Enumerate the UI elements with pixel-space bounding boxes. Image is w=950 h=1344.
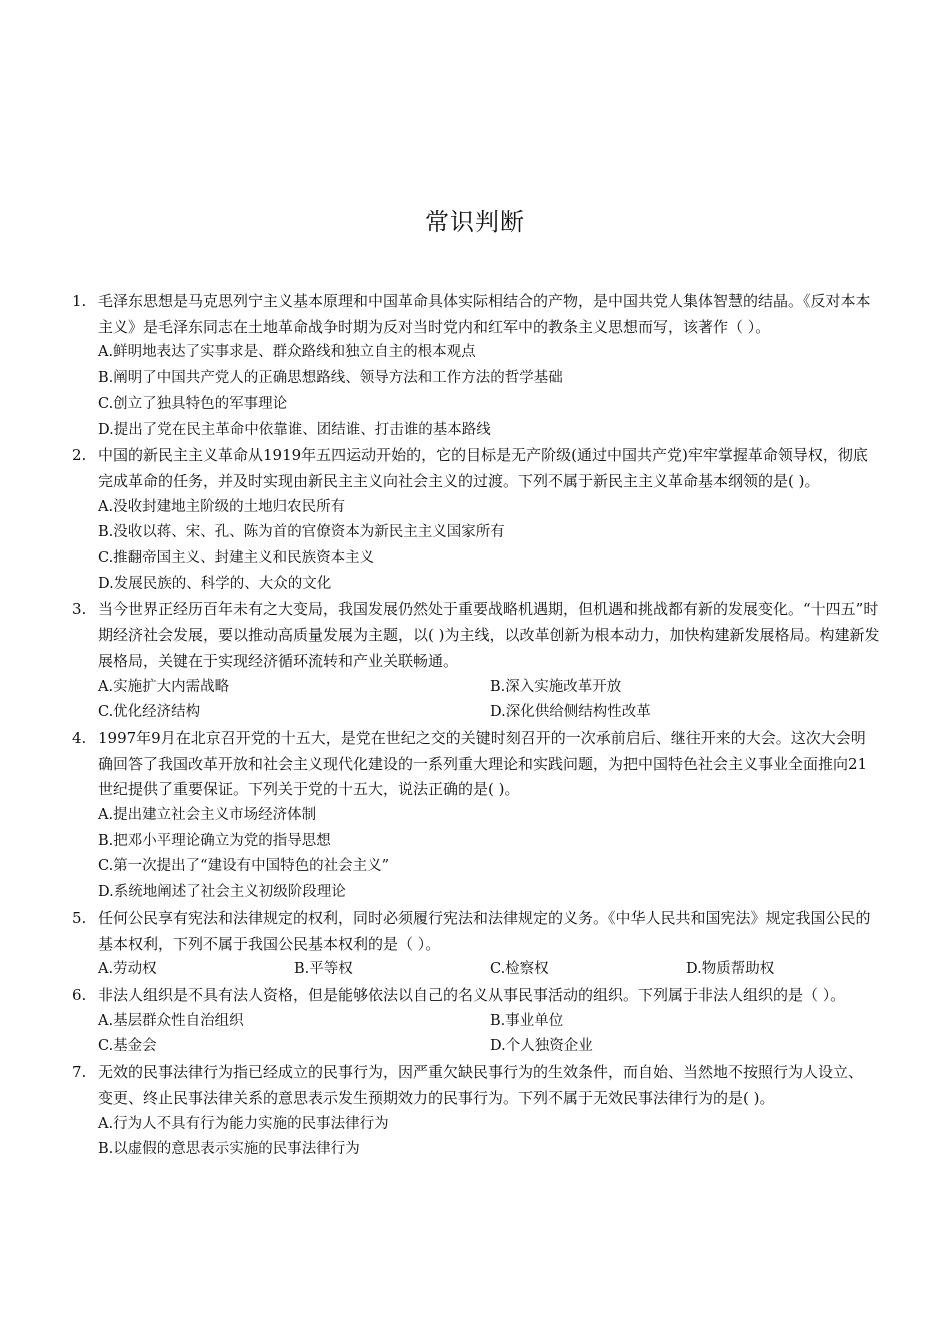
question-body bbox=[98, 289, 872, 443]
page-title: 常识判断 bbox=[425, 208, 525, 236]
question-number: 2. bbox=[72, 446, 87, 465]
question-number: 6. bbox=[72, 985, 87, 1004]
option-a: A.提出建立社会主义市场经济体制 bbox=[98, 807, 317, 824]
option-d: D.个人独资企业 bbox=[490, 1038, 593, 1055]
question-stem: 任何公民享有宪法和法律规定的权利，同时必须履行宪法和法律规定的义务。《中华人民共和国宪法》规定我国公民的基本权利，下列不属于我国公民基本权利的是（ ）。 bbox=[98, 908, 871, 953]
question-item bbox=[72, 1060, 872, 1163]
question-list bbox=[72, 289, 880, 1163]
option-a: A.实施扩大内需战略 bbox=[98, 678, 230, 695]
question-number: 7. bbox=[72, 1063, 87, 1082]
question-body bbox=[98, 983, 882, 1060]
question-stem: 1997年9月在北京召开党的十五大，是党在世纪之交的关键时刻召开的一次承前启后、继往开来的大会。这次大会明确回答了我国改革开放和社会主义现代化建设的一系列重大理论和实践问题，为把中国特色社会主义事业全面推向21世纪提供了重要保证。下列关于党的十五大，说法正确的是( )。 bbox=[98, 728, 868, 799]
question-item bbox=[72, 983, 872, 1060]
option-b: B.深入实施改革开放 bbox=[490, 678, 622, 695]
question-item bbox=[72, 289, 872, 443]
option-b: B.没收以蒋、宋、孔、陈为首的官僚资本为新民主主义国家所有 bbox=[98, 524, 505, 541]
option-c: C.基金会 bbox=[98, 1038, 157, 1055]
question-number: 5. bbox=[72, 908, 87, 927]
question-number: 1. bbox=[72, 292, 87, 310]
option-b: B.平等权 bbox=[294, 961, 353, 978]
question-item bbox=[72, 726, 872, 906]
option-d: D.物质帮助权 bbox=[686, 961, 775, 978]
question-item bbox=[72, 597, 880, 726]
option-grid bbox=[98, 1009, 882, 1060]
question-body bbox=[98, 906, 882, 983]
option-d: D.发展民族的、科学的、大众的文化 bbox=[98, 575, 332, 592]
option-grid bbox=[98, 957, 882, 983]
option-b: B.事业单位 bbox=[490, 1012, 564, 1029]
option-grid bbox=[98, 675, 882, 726]
option-c: C.检察权 bbox=[490, 961, 549, 978]
question-item bbox=[72, 443, 872, 597]
option-a: A.行为人不具有行为能力实施的民事法律行为 bbox=[98, 1115, 389, 1132]
option-d: D.提出了党在民主革命中依靠谁、团结谁、打击谁的基本路线 bbox=[98, 421, 491, 438]
question-stem: 无效的民事法律行为指已经成立的民事行为，因严重欠缺民事行为的生效条件，而自始、当然地不按照行为人设立、变更、终止民事法律关系的意思表示发生预期效力的民事行为。下列不属于无效民事法律行为的是( )。 bbox=[98, 1063, 864, 1107]
option-a: A.鲜明地表达了实事求是、群众路线和独立自主的根本观点 bbox=[98, 344, 476, 361]
option-a: A.没收封建地主阶级的土地归农民所有 bbox=[98, 498, 346, 515]
option-c: C.第一次提出了“建设有中国特色的社会主义” bbox=[98, 858, 390, 875]
option-c: C.优化经济结构 bbox=[98, 704, 201, 721]
question-stem: 毛泽东思想是马克思列宁主义基本原理和中国革命具体实际相结合的产物，是中国共党人集体智慧的结晶。《反对本本主义》是毛泽东同志在土地革命战争时期为反对当时党内和红军中的教条主义思想而写，该著作（ ）。 bbox=[98, 292, 871, 336]
question-stem: 中国的新民主主义革命从1919年五四运动开始的，它的目标是无产阶级(通过中国共产党)牢牢掌握革命领导权，彻底完成革命的任务，并及时实现由新民主主义向社会主义的过渡。下列不属于新民主主义革命基本纲领的是( )。 bbox=[98, 446, 868, 490]
option-a: A.劳动权 bbox=[98, 961, 157, 978]
question-body bbox=[98, 1060, 872, 1163]
question-stem: 非法人组织是不具有法人资格，但是能够依法以自己的名义从事民事活动的组织。下列属于非法人组织的是（ ）。 bbox=[98, 985, 846, 1004]
question-body bbox=[98, 597, 882, 726]
option-c: C.推翻帝国主义、封建主义和民族资本主义 bbox=[98, 550, 375, 567]
option-a: A.基层群众性自治组织 bbox=[98, 1012, 244, 1029]
option-b: B.阐明了中国共产党人的正确思想路线、领导方法和工作方法的哲学基础 bbox=[98, 370, 563, 387]
question-body bbox=[98, 443, 872, 597]
option-b: B.把邓小平理论确立为党的指导思想 bbox=[98, 832, 331, 849]
option-b: B.以虚假的意思表示实施的民事法律行为 bbox=[98, 1141, 360, 1158]
question-body bbox=[98, 726, 872, 906]
option-d: D.系统地阐述了社会主义初级阶段理论 bbox=[98, 884, 346, 901]
question-number: 4. bbox=[72, 728, 87, 747]
question-item bbox=[72, 906, 872, 983]
question-stem: 当今世界正经历百年未有之大变局，我国发展仍然处于重要战略机遇期，但机遇和挑战都有新的发展变化。“十四五”时期经济社会发展，要以推动高质量发展为主题，以( )为主线，以改革创新为根本动力，加快构建新发展格局。构建新发展格局，关键在于实现经济循环流转和产业关联畅通。 bbox=[98, 600, 880, 670]
option-d: D.深化供给侧结构性改革 bbox=[490, 704, 651, 721]
option-c: C.创立了独具特色的军事理论 bbox=[98, 395, 288, 412]
question-number: 3. bbox=[72, 600, 87, 619]
